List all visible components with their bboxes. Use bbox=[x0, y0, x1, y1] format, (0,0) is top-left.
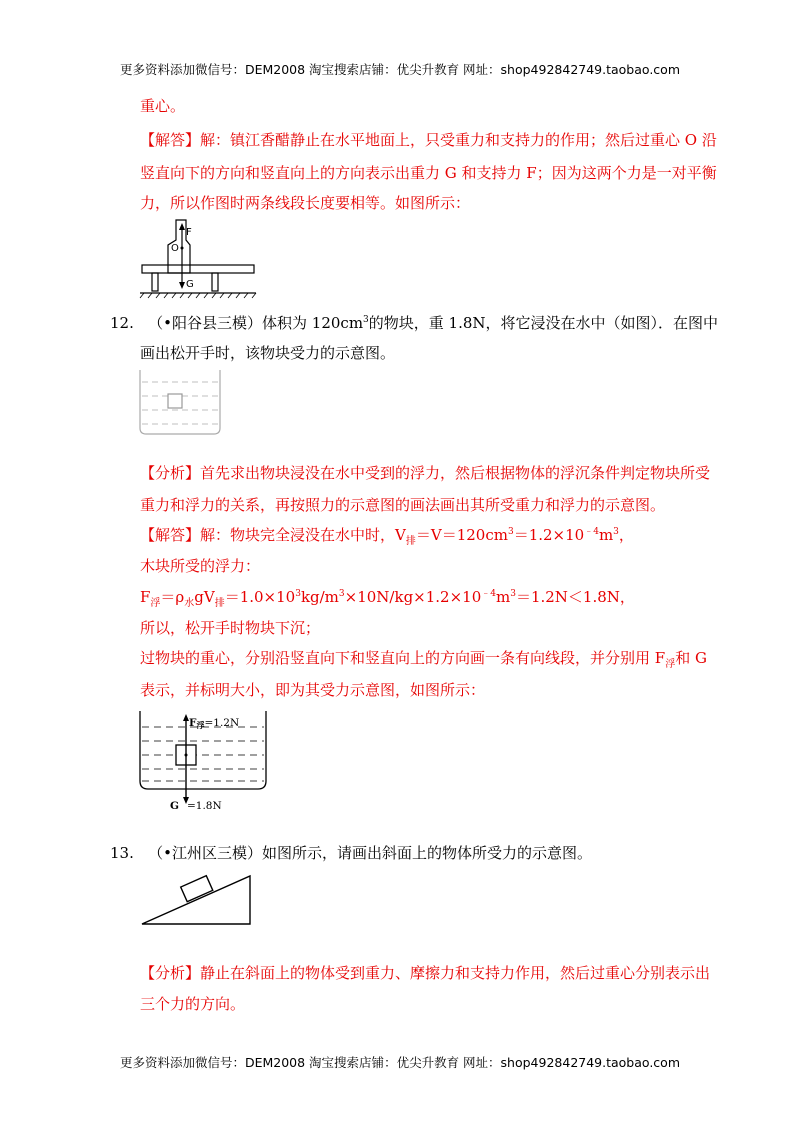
q12-question-line1: 12. （•阳谷县三模）体积为 $120cm^3$的物块，重 1.8N，将它浸没在水中（如图）．在图中 bbox=[110, 314, 719, 332]
analysis-tag: 【分析】 bbox=[140, 464, 201, 482]
q12-question-line2: 画出松开手时，该物块受力的示意图。 bbox=[140, 344, 396, 362]
q12-answer-line1: 【解答】解：物块完全浸没在水中时，$V_排=V=120cm^3=1.2\times 10^{﹣4}m^3$， bbox=[140, 526, 634, 547]
center-of-gravity bbox=[181, 247, 184, 250]
q12-answer-line4: 所以，松开手时物块下沉； bbox=[140, 619, 321, 637]
q12-analysis-line1: 【分析】首先求出物块浸没在水中受到的浮力，然后根据物体的浮沉条件判定物块所受 bbox=[140, 464, 711, 482]
block-on-incline bbox=[181, 876, 213, 902]
table-leg-left bbox=[152, 273, 158, 291]
label-o: O bbox=[171, 243, 179, 254]
q11-answer-line3: 力，所以作图时两条线段长度要相等。如图所示： bbox=[140, 194, 471, 212]
q12-analysis-line2: 重力和浮力的关系，再按照力的示意图的画法画出其所受重力和浮力的示意图。 bbox=[140, 496, 666, 514]
q13-figure-incline bbox=[138, 866, 258, 928]
table-leg-right bbox=[212, 273, 218, 291]
water-lines bbox=[142, 727, 264, 781]
q12-figure-water-container bbox=[138, 368, 222, 438]
gravity-arrowhead bbox=[179, 282, 185, 289]
q13-number: 13. bbox=[110, 844, 134, 862]
label-f: F bbox=[186, 227, 192, 238]
block bbox=[168, 394, 182, 408]
support-force-arrowhead bbox=[179, 223, 185, 230]
label-g-gravity: G =1.8N bbox=[170, 800, 222, 812]
q11-line1: 重心。 bbox=[140, 97, 186, 115]
q11-answer-line2: 竖直向下的方向和竖直向上的方向表示出重力 G 和支持力 F；因为这两个力是一对平衡 bbox=[140, 164, 717, 182]
q12-number: 12. bbox=[110, 314, 134, 332]
q12-answer-line6: 表示，并标明大小，即为其受力示意图，如图所示： bbox=[140, 681, 486, 699]
analysis-tag: 【分析】 bbox=[140, 964, 201, 982]
q13-analysis-line2: 三个力的方向。 bbox=[140, 995, 246, 1013]
q12-answer-line3: $F_浮=\rho_水gV_排=1.0\times 10^3kg/m^3\times 10N/kg\times 1.2\times 10^{﹣4}m^3=1.2N<1.8N$， bbox=[140, 588, 635, 609]
q11-figure-bottle-on-table bbox=[138, 215, 268, 300]
page-footer: 更多资料添加微信号：DEM2008 淘宝搜索店铺：优尖升教育 网址：shop492842749.taobao.com bbox=[119, 1055, 681, 1070]
q12-answer-line2: 木块所受的浮力： bbox=[140, 557, 261, 575]
q12-answer-line5: 过物块的重心，分别沿竖直向下和竖直向上的方向画一条有向线段，并分别用 $F_浮$和 G bbox=[140, 649, 707, 670]
ground-hatch bbox=[140, 293, 256, 298]
q13-question-line: 13. （•江州区三模）如图所示，请画出斜面上的物体所受力的示意图。 bbox=[110, 844, 593, 862]
table-top bbox=[142, 265, 254, 273]
q13-analysis-line1: 【分析】静止在斜面上的物体受到重力、摩擦力和支持力作用，然后过重心分别表示出 bbox=[140, 964, 711, 982]
answer-tag: 【解答】 bbox=[140, 131, 201, 149]
page-header: 更多资料添加微信号：DEM2008 淘宝搜索店铺：优尖升教育 网址：shop492842749.taobao.com bbox=[119, 62, 681, 77]
label-f-buoyancy: F浮=1.2N bbox=[189, 717, 240, 730]
q12-figure-force-diagram bbox=[138, 705, 273, 813]
label-g: G bbox=[186, 279, 194, 290]
q11-answer-line1: 【解答】解：镇江香醋静止在水平地面上，只受重力和支持力的作用；然后过重心 O 沿 bbox=[140, 131, 717, 149]
answer-tag: 【解答】 bbox=[140, 526, 201, 544]
